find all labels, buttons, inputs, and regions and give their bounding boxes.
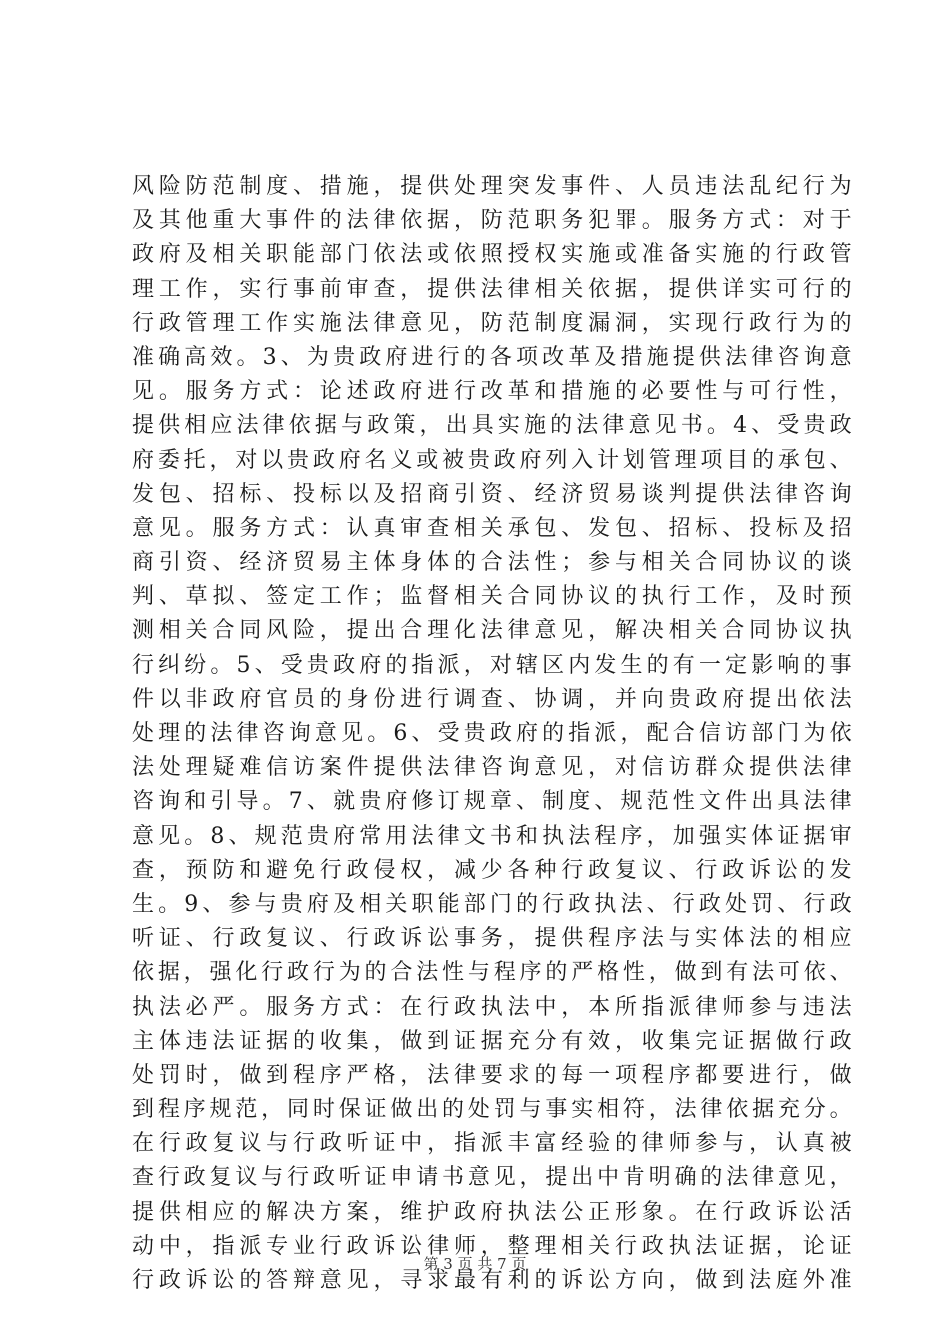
body-text-line: 行政诉讼的答辩意见，寻求最有利的诉讼方向，做到法庭外准 — [132, 1268, 852, 1293]
body-text-line: 测相关合同风险，提出合理化法律意见，解决相关合同协议执 — [132, 618, 852, 644]
document-body — [132, 170, 852, 1298]
body-text-line: 商引资、经济贸易主体身体的合法性；参与相关合同协议的谈 — [132, 550, 852, 576]
body-text-line: 查，预防和避免行政侵权，减少各种行政复议、行政诉讼的发 — [132, 857, 852, 883]
body-text-line: 法处理疑难信访案件提供法律咨询意见，对信访群众提供法律 — [132, 755, 852, 781]
body-text-line: 听证、行政复议、行政诉讼事务，提供程序法与实体法的相应 — [132, 926, 852, 952]
body-text-line: 见。服务方式：论述政府进行改革和措施的必要性与可行性， — [132, 379, 852, 405]
body-text-line: 提供相应的解决方案，维护政府执法公正形象。在行政诉讼活 — [132, 1199, 852, 1225]
body-text-line: 件以非政府官员的身份进行调查、协调，并向贵政府提出依法 — [132, 686, 852, 712]
body-text-line: 到程序规范，同时保证做出的处罚与事实相符，法律依据充分。 — [132, 1097, 852, 1123]
body-text-line: 咨询和引导。7、就贵府修订规章、制度、规范性文件出具法律 — [132, 789, 852, 815]
page-number-footer: 第 3 页 共 7 页 — [423, 1255, 527, 1273]
body-text-line: 政府及相关职能部门依法或依照授权实施或准备实施的行政管 — [132, 242, 852, 268]
body-text-line: 动中，指派专业行政诉讼律师，整理相关行政执法证据，论证 — [132, 1233, 852, 1259]
body-text-line: 判、草拟、签定工作；监督相关合同协议的执行工作，及时预 — [132, 584, 852, 610]
body-text-line: 处罚时，做到程序严格，法律要求的每一项程序都要进行，做 — [132, 1062, 852, 1088]
body-text-line: 生。9、参与贵府及相关职能部门的行政执法、行政处罚、行政 — [132, 891, 852, 917]
body-text-line: 风险防范制度、措施，提供处理突发事件、人员违法乱纪行为 — [132, 174, 852, 199]
body-text-line: 意见。8、规范贵府常用法律文书和执法程序，加强实体证据审 — [132, 823, 852, 849]
body-text-line: 及其他重大事件的法律依据，防范职务犯罪。服务方式：对于 — [132, 208, 852, 234]
body-text-line: 行纠纷。5、受贵政府的指派，对辖区内发生的有一定影响的事 — [132, 652, 852, 678]
body-text-line: 在行政复议与行政听证中，指派丰富经验的律师参与，认真被 — [132, 1131, 852, 1157]
body-text-line: 发包、招标、投标以及招商引资、经济贸易谈判提供法律咨询 — [132, 481, 852, 507]
body-text-line: 府委托，对以贵政府名义或被贵政府列入计划管理项目的承包、 — [132, 447, 852, 473]
body-text-line: 处理的法律咨询意见。6、受贵政府的指派，配合信访部门为依 — [132, 721, 852, 746]
body-text-line: 主体违法证据的收集，做到证据充分有效，收集完证据做行政 — [132, 1028, 852, 1054]
body-text-line: 意见。服务方式：认真审查相关承包、发包、招标、投标及招 — [132, 515, 852, 541]
body-text-line: 查行政复议与行政听证申请书意见，提出中肯明确的法律意见， — [132, 1165, 852, 1191]
body-text-line: 准确高效。3、为贵政府进行的各项改革及措施提供法律咨询意 — [132, 344, 852, 370]
body-text-line: 提供相应法律依据与政策，出具实施的法律意见书。4、受贵政 — [132, 413, 852, 439]
body-text-line: 依据，强化行政行为的合法性与程序的严格性，做到有法可依、 — [132, 960, 852, 986]
body-text-line: 理工作，实行事前审查，提供法律相关依据，提供详实可行的 — [132, 276, 852, 302]
body-text-line: 行政管理工作实施法律意见，防范制度漏洞，实现行政行为的 — [132, 310, 852, 336]
body-text-line: 执法必严。服务方式：在行政执法中，本所指派律师参与违法 — [132, 994, 852, 1020]
